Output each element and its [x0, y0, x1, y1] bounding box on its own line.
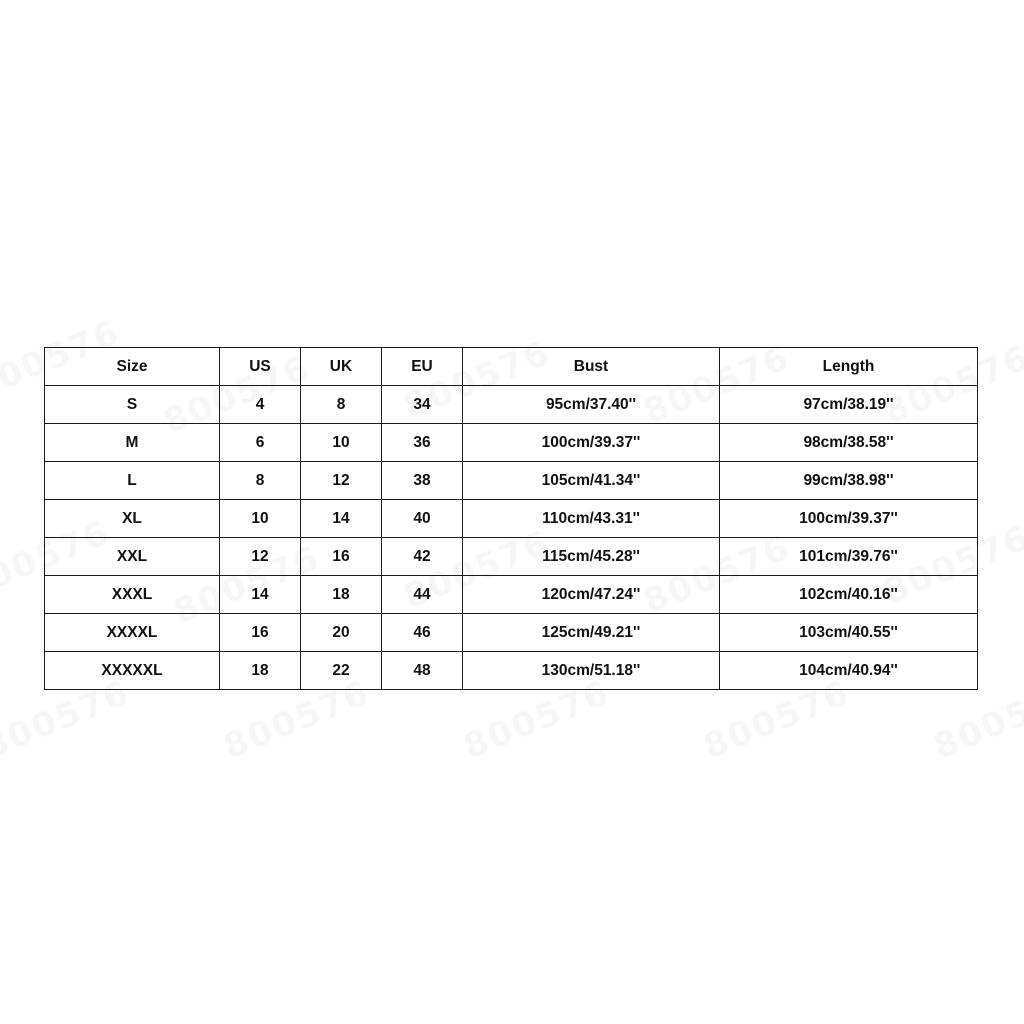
- cell-bust: 105cm/41.34'': [463, 462, 720, 500]
- cell-bust: 125cm/49.21'': [463, 614, 720, 652]
- cell-length: 97cm/38.19'': [720, 386, 978, 424]
- table-row: [45, 424, 978, 462]
- cell-length: 101cm/39.76'': [720, 538, 978, 576]
- cell-eu: 46: [382, 614, 463, 652]
- cell-uk: 12: [301, 462, 382, 500]
- cell-size: S: [45, 386, 220, 424]
- cell-size: XXXXL: [45, 614, 220, 652]
- cell-eu: 40: [382, 500, 463, 538]
- header-bust: Bust: [463, 348, 720, 386]
- cell-length: 99cm/38.98'': [720, 462, 978, 500]
- table-row: [45, 652, 978, 690]
- cell-uk: 22: [301, 652, 382, 690]
- table-row: [45, 386, 978, 424]
- cell-uk: 8: [301, 386, 382, 424]
- cell-eu: 42: [382, 538, 463, 576]
- cell-size: M: [45, 424, 220, 462]
- table-row: [45, 538, 978, 576]
- table-row: [45, 576, 978, 614]
- cell-uk: 16: [301, 538, 382, 576]
- table-row: [45, 500, 978, 538]
- cell-us: 18: [220, 652, 301, 690]
- cell-eu: 38: [382, 462, 463, 500]
- cell-length: 102cm/40.16'': [720, 576, 978, 614]
- table-row: [45, 614, 978, 652]
- cell-uk: 10: [301, 424, 382, 462]
- header-uk: UK: [301, 348, 382, 386]
- cell-uk: 14: [301, 500, 382, 538]
- header-eu: EU: [382, 348, 463, 386]
- cell-bust: 120cm/47.24'': [463, 576, 720, 614]
- cell-length: 103cm/40.55'': [720, 614, 978, 652]
- table-row: [45, 462, 978, 500]
- cell-size: L: [45, 462, 220, 500]
- cell-eu: 36: [382, 424, 463, 462]
- cell-bust: 95cm/37.40'': [463, 386, 720, 424]
- header-size: Size: [45, 348, 220, 386]
- table-body: [45, 386, 978, 690]
- cell-bust: 110cm/43.31'': [463, 500, 720, 538]
- cell-size: XXXL: [45, 576, 220, 614]
- cell-size: XXXXXL: [45, 652, 220, 690]
- cell-us: 8: [220, 462, 301, 500]
- cell-us: 14: [220, 576, 301, 614]
- cell-bust: 115cm/45.28'': [463, 538, 720, 576]
- cell-bust: 100cm/39.37'': [463, 424, 720, 462]
- cell-us: 10: [220, 500, 301, 538]
- header-length: Length: [720, 348, 978, 386]
- cell-us: 12: [220, 538, 301, 576]
- table-header-row: [45, 348, 978, 386]
- cell-eu: 44: [382, 576, 463, 614]
- cell-us: 6: [220, 424, 301, 462]
- cell-length: 104cm/40.94'': [720, 652, 978, 690]
- cell-length: 100cm/39.37'': [720, 500, 978, 538]
- header-us: US: [220, 348, 301, 386]
- cell-eu: 48: [382, 652, 463, 690]
- cell-length: 98cm/38.58'': [720, 424, 978, 462]
- cell-uk: 20: [301, 614, 382, 652]
- cell-uk: 18: [301, 576, 382, 614]
- cell-us: 16: [220, 614, 301, 652]
- cell-size: XXL: [45, 538, 220, 576]
- cell-eu: 34: [382, 386, 463, 424]
- cell-bust: 130cm/51.18'': [463, 652, 720, 690]
- size-chart-table: [44, 347, 978, 690]
- cell-us: 4: [220, 386, 301, 424]
- cell-size: XL: [45, 500, 220, 538]
